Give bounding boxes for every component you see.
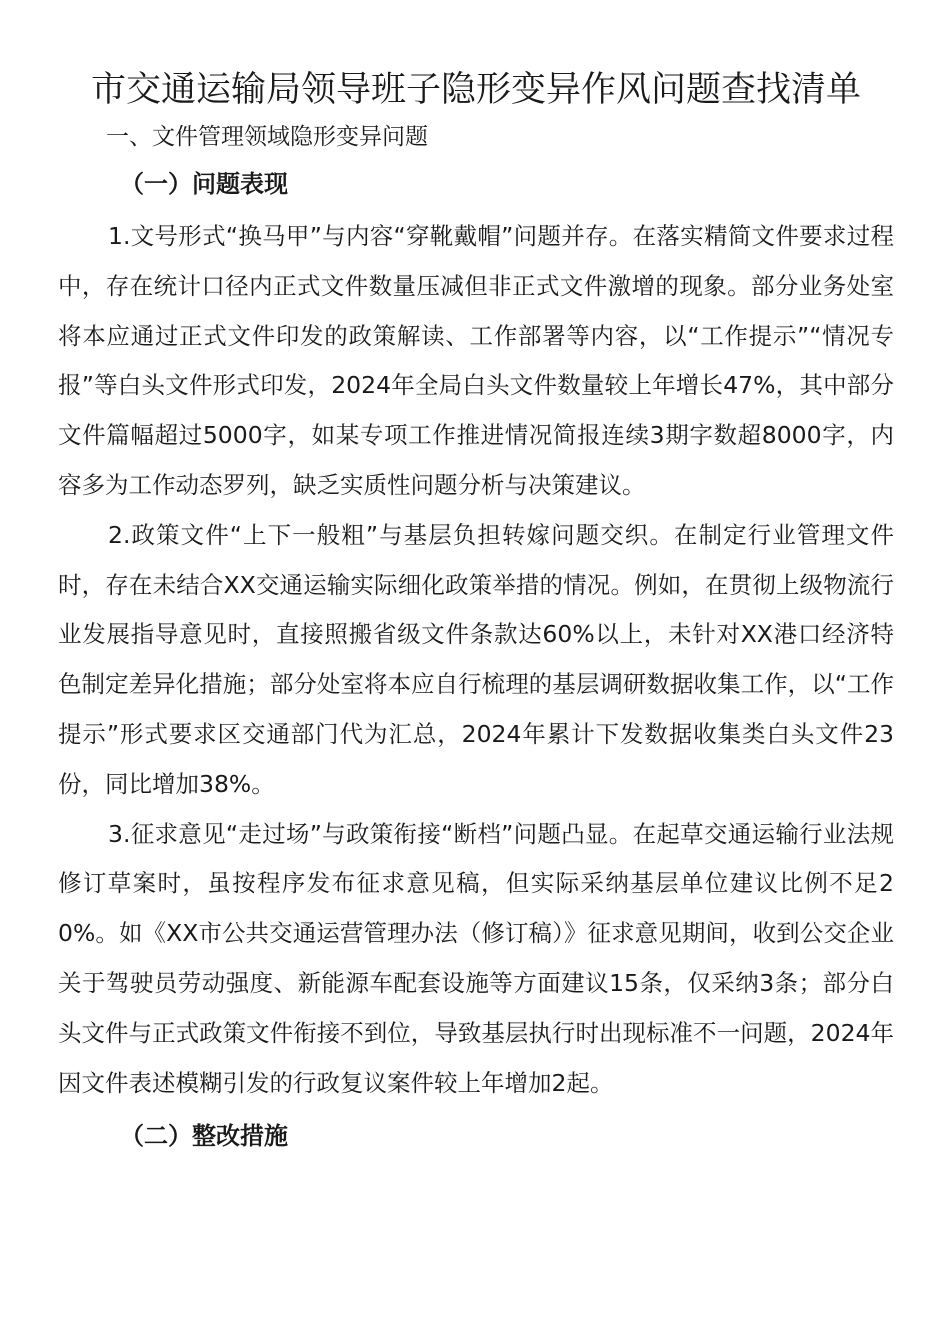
subsection-heading-problems: （一）问题表现 [120, 170, 288, 198]
subsection-heading-rectification: （二）整改措施 [120, 1122, 288, 1151]
document-page [58, 62, 894, 1164]
section-heading: 一、文件管理领域隐形变异问题 [106, 124, 428, 150]
paragraph-2: 2.政策文件“上下一般粗”与基层负担转嫁问题交织。在制定行业管理文件时，存在未结合XX交通运输实际细化政策举措的情况。例如，在贯彻上级物流行业发展指导意见时，直接照搬省级文件条款达60%以上，未针对XX港口经济特色制定差异化措施；部分处室将本应自行梳理的基层调研数据收集工作，以“工作提示”形式要求区交通部门代为汇总，2024年累计下发数据收集类白头文件23份，同比增加38%。 [58, 520, 894, 798]
document-title: 市交通运输局领导班子隐形变异作风问题查找清单 [90, 70, 861, 110]
paragraph-1: 1.文号形式“换马甲”与内容“穿靴戴帽”问题并存。在落实精简文件要求过程中，存在统计口径内正式文件数量压减但非正式文件激增的现象。部分业务处室将本应通过正式文件印发的政策解读、工作部署等内容，以“工作提示”“情况专报”等白头文件形式印发，2024年全局白头文件数量较上年增长47%，其中部分文件篇幅超过5000字，如某专项工作推进情况简报连续3期字数超8000字，内容多为工作动态罗列，缺乏实质性问题分析与决策建议。 [58, 222, 894, 499]
paragraph-3: 3.征求意见“走过场”与政策衔接“断档”问题凸显。在起草交通运输行业法规修订草案时，虽按程序发布征求意见稿，但实际采纳基层单位建议比例不足20%。如《XX市公共交通运营管理办法（修订稿）》征求意见期间，收到公交企业关于驾驶员劳动强度、新能源车配套设施等方面建议15条，仅采纳3条；部分白头文件与正式政策文件衔接不到位，导致基层执行时出现标准不一问题，2024年因文件表述模糊引发的行政复议案件较上年增加2起。 [58, 819, 894, 1097]
